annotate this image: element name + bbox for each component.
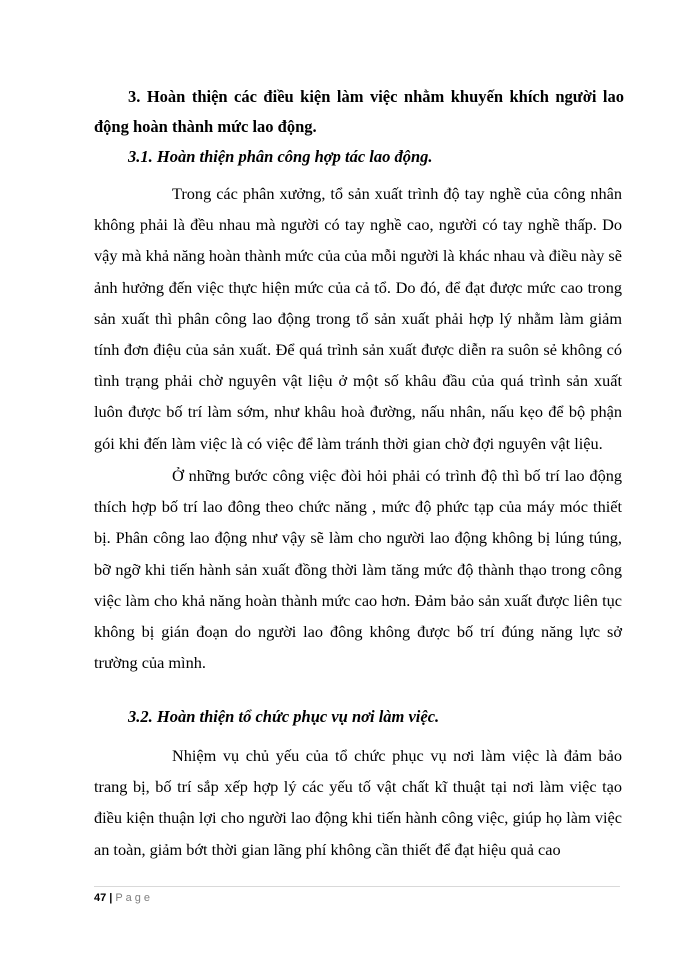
subsection-title-3-1: 3.1. Hoàn thiện phân công hợp tác lao động. xyxy=(128,147,433,166)
footer-divider xyxy=(94,886,620,887)
paragraph: Ở những bước công việc đòi hỏi phải có trình độ thì bố trí lao động thích hợp bố trí lao đông theo chức năng , mức độ phức tạp của máy móc thiết bị. Phân công lao động như vậy sẽ làm cho người lao động không bị lúng túng, bỡ ngỡ khi tiến hành sản xuất đồng thời làm tăng mức độ thành thạo trong công việc làm cho khả năng hoàn thành mức cao hơn. Đảm bảo sản xuất được liên tục không bị gián đoạn do người lao đông không được bố trí đúng năng lực sở trường của mình. xyxy=(94,466,622,673)
footer-separator: | xyxy=(109,892,113,904)
paragraph: Nhiệm vụ chủ yếu của tổ chức phục vụ nơi làm việc là đảm bảo trang bị, bố trí sắp xếp hợp lý các yếu tố vật chất kĩ thuật tại nơi làm việc tạo điều kiện thuận lợi cho người lao động khi tiến hành công việc, giúp họ làm việc an toàn, giảm bớt thời gian lãng phí không cần thiết để đạt hiệu quả cao xyxy=(94,746,622,859)
subsection-title-3-2: 3.2. Hoàn thiện tổ chức phục vụ nơi làm việc. xyxy=(128,707,440,726)
paragraph: Trong các phân xưởng, tổ sản xuất trình độ tay nghề của công nhân không phải là đều nhau mà người có tay nghề cao, người có tay nghề thấp. Do vậy mà khả năng hoàn thành mức của của mỗi người là khác nhau và điều này sẽ ảnh hưởng đến việc thực hiện mức của cả tổ. Do đó, để đạt được mức cao trong sản xuất thì phân công lao động trong tổ sản xuất phải hợp lý nhằm làm giảm tính đơn điệu của sản xuất. Để quá trình sản xuất được diễn ra suôn sẻ không có tình trạng phải chờ nguyên vật liệu ở một số khâu đầu của quá trình sản xuất luôn được bố trí làm sớm, như khâu hoà đường, nấu nhân, nấu kẹo để bộ phận gói khi đến làm việc là có việc để làm tránh thời gian chờ đợi nguyên vật liệu. xyxy=(94,184,622,453)
page-label: Page xyxy=(115,892,154,904)
page-number: 47 xyxy=(94,892,107,904)
section-heading: 3. Hoàn thiện các điều kiện làm việc nhằm khuyến khích người lao động hoàn thành mức lao động. xyxy=(94,87,624,136)
page-footer xyxy=(94,891,153,905)
